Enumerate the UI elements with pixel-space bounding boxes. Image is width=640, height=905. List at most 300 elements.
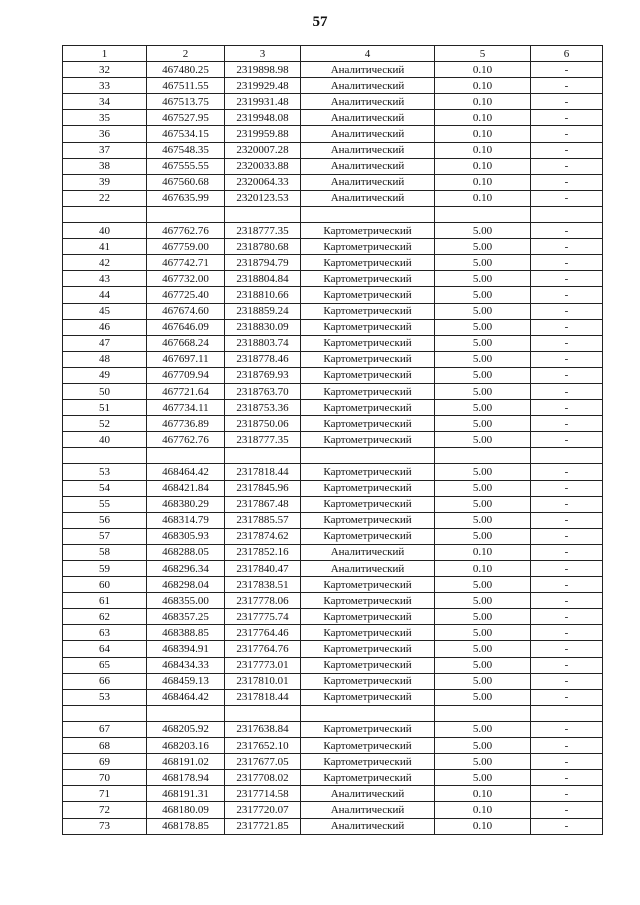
- y-coordinate-cell: 2318777.35: [225, 223, 301, 239]
- table-row: [63, 174, 603, 190]
- x-coordinate-cell: 467555.55: [147, 158, 225, 174]
- table-row: [63, 94, 603, 110]
- note-cell: -: [531, 673, 603, 689]
- note-cell: -: [531, 818, 603, 834]
- note-cell: -: [531, 142, 603, 158]
- table-row: [63, 319, 603, 335]
- y-coordinate-cell: 2318803.74: [225, 335, 301, 351]
- note-cell: -: [531, 721, 603, 737]
- point-number-cell: 53: [63, 464, 147, 480]
- method-cell: Аналитический: [301, 142, 435, 158]
- method-cell: Картометрический: [301, 754, 435, 770]
- point-number-cell: 39: [63, 174, 147, 190]
- note-cell: [531, 448, 603, 464]
- table-row: [63, 705, 603, 721]
- x-coordinate-cell: 468355.00: [147, 593, 225, 609]
- x-coordinate-cell: 467534.15: [147, 126, 225, 142]
- point-number-cell: [63, 448, 147, 464]
- x-coordinate-cell: 467646.09: [147, 319, 225, 335]
- x-coordinate-cell: 467635.99: [147, 190, 225, 206]
- note-cell: -: [531, 593, 603, 609]
- table-row: [63, 561, 603, 577]
- method-cell: Картометрический: [301, 673, 435, 689]
- table-row: [63, 223, 603, 239]
- table-row: [63, 609, 603, 625]
- method-cell: [301, 705, 435, 721]
- point-number-cell: 48: [63, 351, 147, 367]
- method-cell: Картометрический: [301, 625, 435, 641]
- note-cell: -: [531, 689, 603, 705]
- x-coordinate-cell: 468178.94: [147, 770, 225, 786]
- x-coordinate-cell: 468305.93: [147, 528, 225, 544]
- x-coordinate-cell: 468388.85: [147, 625, 225, 641]
- table-row: [63, 786, 603, 802]
- method-cell: Аналитический: [301, 126, 435, 142]
- y-coordinate-cell: 2317845.96: [225, 480, 301, 496]
- point-number-cell: 59: [63, 561, 147, 577]
- method-cell: Аналитический: [301, 190, 435, 206]
- method-cell: Картометрический: [301, 400, 435, 416]
- note-cell: -: [531, 335, 603, 351]
- x-coordinate-cell: 468180.09: [147, 802, 225, 818]
- x-coordinate-cell: 468459.13: [147, 673, 225, 689]
- point-number-cell: 50: [63, 383, 147, 399]
- point-number-cell: 40: [63, 223, 147, 239]
- method-cell: Аналитический: [301, 94, 435, 110]
- point-number-cell: 35: [63, 110, 147, 126]
- point-number-cell: 67: [63, 721, 147, 737]
- note-cell: -: [531, 577, 603, 593]
- x-coordinate-cell: 467742.71: [147, 255, 225, 271]
- note-cell: -: [531, 432, 603, 448]
- y-coordinate-cell: 2317714.58: [225, 786, 301, 802]
- point-number-cell: 65: [63, 657, 147, 673]
- method-cell: Картометрический: [301, 335, 435, 351]
- method-cell: Картометрический: [301, 464, 435, 480]
- accuracy-cell: [435, 206, 531, 222]
- table-row: [63, 62, 603, 78]
- x-coordinate-cell: 467668.24: [147, 335, 225, 351]
- accuracy-cell: 5.00: [435, 319, 531, 335]
- accuracy-cell: 5.00: [435, 657, 531, 673]
- accuracy-cell: 0.10: [435, 94, 531, 110]
- method-cell: Картометрический: [301, 480, 435, 496]
- point-number-cell: 45: [63, 303, 147, 319]
- method-cell: Картометрический: [301, 770, 435, 786]
- note-cell: -: [531, 62, 603, 78]
- table-row: [63, 496, 603, 512]
- note-cell: -: [531, 480, 603, 496]
- table-row: [63, 818, 603, 834]
- accuracy-cell: 0.10: [435, 802, 531, 818]
- note-cell: -: [531, 287, 603, 303]
- accuracy-cell: 5.00: [435, 480, 531, 496]
- y-coordinate-cell: 2317818.44: [225, 689, 301, 705]
- note-cell: -: [531, 496, 603, 512]
- table-row: [63, 432, 603, 448]
- point-number-cell: 49: [63, 367, 147, 383]
- note-cell: -: [531, 400, 603, 416]
- method-cell: Картометрический: [301, 432, 435, 448]
- y-coordinate-cell: 2319898.98: [225, 62, 301, 78]
- y-coordinate-cell: 2317677.05: [225, 754, 301, 770]
- x-coordinate-cell: 467513.75: [147, 94, 225, 110]
- point-number-cell: 58: [63, 544, 147, 560]
- table-row: [63, 802, 603, 818]
- x-coordinate-cell: 467759.00: [147, 239, 225, 255]
- method-cell: Аналитический: [301, 110, 435, 126]
- note-cell: -: [531, 303, 603, 319]
- note-cell: -: [531, 528, 603, 544]
- table-row: [63, 512, 603, 528]
- y-coordinate-cell: 2317708.02: [225, 770, 301, 786]
- accuracy-cell: 5.00: [435, 287, 531, 303]
- method-cell: Картометрический: [301, 577, 435, 593]
- table-row: [63, 239, 603, 255]
- y-coordinate-cell: 2317810.01: [225, 673, 301, 689]
- note-cell: -: [531, 351, 603, 367]
- y-coordinate-cell: 2317775.74: [225, 609, 301, 625]
- x-coordinate-cell: 468203.16: [147, 738, 225, 754]
- table-row: [63, 190, 603, 206]
- table-row: [63, 142, 603, 158]
- note-cell: -: [531, 561, 603, 577]
- accuracy-cell: 5.00: [435, 770, 531, 786]
- coordinates-table: [62, 45, 603, 835]
- accuracy-cell: 0.10: [435, 142, 531, 158]
- y-coordinate-cell: 2318778.46: [225, 351, 301, 367]
- x-coordinate-cell: 468464.42: [147, 464, 225, 480]
- method-cell: Аналитический: [301, 62, 435, 78]
- x-coordinate-cell: 468205.92: [147, 721, 225, 737]
- accuracy-cell: 5.00: [435, 335, 531, 351]
- note-cell: -: [531, 786, 603, 802]
- y-coordinate-cell: 2318753.36: [225, 400, 301, 416]
- y-coordinate-cell: 2318777.35: [225, 432, 301, 448]
- table-row: [63, 351, 603, 367]
- table-row: [63, 577, 603, 593]
- accuracy-cell: 5.00: [435, 400, 531, 416]
- note-cell: -: [531, 174, 603, 190]
- y-coordinate-cell: 2317721.85: [225, 818, 301, 834]
- point-number-cell: 63: [63, 625, 147, 641]
- y-coordinate-cell: 2317652.10: [225, 738, 301, 754]
- table-row: [63, 689, 603, 705]
- x-coordinate-cell: 467762.76: [147, 432, 225, 448]
- point-number-cell: 52: [63, 416, 147, 432]
- accuracy-cell: 0.10: [435, 190, 531, 206]
- table-row: [63, 158, 603, 174]
- x-coordinate-cell: 467725.40: [147, 287, 225, 303]
- point-number-cell: 43: [63, 271, 147, 287]
- point-number-cell: 33: [63, 78, 147, 94]
- point-number-cell: 32: [63, 62, 147, 78]
- y-coordinate-cell: 2320033.88: [225, 158, 301, 174]
- point-number-cell: 72: [63, 802, 147, 818]
- y-coordinate-cell: 2317764.76: [225, 641, 301, 657]
- x-coordinate-cell: [147, 448, 225, 464]
- y-coordinate-cell: 2319929.48: [225, 78, 301, 94]
- x-coordinate-cell: [147, 206, 225, 222]
- method-cell: Аналитический: [301, 158, 435, 174]
- accuracy-cell: 5.00: [435, 223, 531, 239]
- x-coordinate-cell: 468296.34: [147, 561, 225, 577]
- method-cell: [301, 206, 435, 222]
- x-coordinate-cell: 468191.02: [147, 754, 225, 770]
- accuracy-cell: [435, 705, 531, 721]
- note-cell: -: [531, 383, 603, 399]
- point-number-cell: [63, 705, 147, 721]
- x-coordinate-cell: 468357.25: [147, 609, 225, 625]
- y-coordinate-cell: 2318763.70: [225, 383, 301, 399]
- x-coordinate-cell: 468191.31: [147, 786, 225, 802]
- note-cell: -: [531, 78, 603, 94]
- point-number-cell: 34: [63, 94, 147, 110]
- point-number-cell: 57: [63, 528, 147, 544]
- table-header-row: [63, 46, 603, 62]
- point-number-cell: 40: [63, 432, 147, 448]
- y-coordinate-cell: 2317818.44: [225, 464, 301, 480]
- note-cell: -: [531, 239, 603, 255]
- method-cell: Картометрический: [301, 593, 435, 609]
- table-row: [63, 303, 603, 319]
- y-coordinate-cell: 2317852.16: [225, 544, 301, 560]
- table-row: [63, 625, 603, 641]
- accuracy-cell: 5.00: [435, 528, 531, 544]
- table-row: [63, 770, 603, 786]
- point-number-cell: 64: [63, 641, 147, 657]
- accuracy-cell: 0.10: [435, 818, 531, 834]
- table-row: [63, 206, 603, 222]
- table-row: [63, 110, 603, 126]
- method-cell: Картометрический: [301, 303, 435, 319]
- point-number-cell: 61: [63, 593, 147, 609]
- method-cell: Картометрический: [301, 657, 435, 673]
- accuracy-cell: 0.10: [435, 158, 531, 174]
- note-cell: -: [531, 110, 603, 126]
- note-cell: -: [531, 802, 603, 818]
- note-cell: -: [531, 738, 603, 754]
- point-number-cell: 60: [63, 577, 147, 593]
- accuracy-cell: 5.00: [435, 721, 531, 737]
- x-coordinate-cell: 468434.33: [147, 657, 225, 673]
- table-row: [63, 544, 603, 560]
- table-row: [63, 367, 603, 383]
- note-cell: -: [531, 158, 603, 174]
- x-coordinate-cell: 467527.95: [147, 110, 225, 126]
- table-row: [63, 383, 603, 399]
- y-coordinate-cell: 2317773.01: [225, 657, 301, 673]
- table-body: [63, 62, 603, 835]
- x-coordinate-cell: 468421.84: [147, 480, 225, 496]
- table-row: [63, 641, 603, 657]
- point-number-cell: 44: [63, 287, 147, 303]
- accuracy-cell: 0.10: [435, 110, 531, 126]
- y-coordinate-cell: 2317838.51: [225, 577, 301, 593]
- method-cell: Аналитический: [301, 561, 435, 577]
- point-number-cell: 38: [63, 158, 147, 174]
- y-coordinate-cell: 2320064.33: [225, 174, 301, 190]
- y-coordinate-cell: 2319931.48: [225, 94, 301, 110]
- point-number-cell: 71: [63, 786, 147, 802]
- note-cell: -: [531, 416, 603, 432]
- accuracy-cell: 5.00: [435, 738, 531, 754]
- y-coordinate-cell: 2318830.09: [225, 319, 301, 335]
- accuracy-cell: 0.10: [435, 544, 531, 560]
- table-row: [63, 673, 603, 689]
- point-number-cell: [63, 206, 147, 222]
- point-number-cell: 37: [63, 142, 147, 158]
- accuracy-cell: 0.10: [435, 126, 531, 142]
- method-cell: [301, 448, 435, 464]
- x-coordinate-cell: 467560.68: [147, 174, 225, 190]
- point-number-cell: 22: [63, 190, 147, 206]
- note-cell: -: [531, 271, 603, 287]
- note-cell: -: [531, 190, 603, 206]
- method-cell: Картометрический: [301, 738, 435, 754]
- method-cell: Картометрический: [301, 512, 435, 528]
- accuracy-cell: 5.00: [435, 383, 531, 399]
- table-row: [63, 255, 603, 271]
- y-coordinate-cell: 2318810.66: [225, 287, 301, 303]
- x-coordinate-cell: [147, 705, 225, 721]
- point-number-cell: 47: [63, 335, 147, 351]
- method-cell: Картометрический: [301, 496, 435, 512]
- accuracy-cell: 5.00: [435, 496, 531, 512]
- note-cell: -: [531, 770, 603, 786]
- x-coordinate-cell: 467674.60: [147, 303, 225, 319]
- accuracy-cell: 5.00: [435, 625, 531, 641]
- method-cell: Картометрический: [301, 721, 435, 737]
- column-header: 6: [531, 46, 603, 62]
- method-cell: Картометрический: [301, 689, 435, 705]
- column-header: 1: [63, 46, 147, 62]
- table-row: [63, 78, 603, 94]
- accuracy-cell: 5.00: [435, 609, 531, 625]
- method-cell: Картометрический: [301, 287, 435, 303]
- table-row: [63, 738, 603, 754]
- point-number-cell: 70: [63, 770, 147, 786]
- note-cell: -: [531, 319, 603, 335]
- note-cell: -: [531, 544, 603, 560]
- x-coordinate-cell: 467721.64: [147, 383, 225, 399]
- method-cell: Картометрический: [301, 641, 435, 657]
- accuracy-cell: 5.00: [435, 464, 531, 480]
- accuracy-cell: 5.00: [435, 689, 531, 705]
- accuracy-cell: 5.00: [435, 593, 531, 609]
- x-coordinate-cell: 468178.85: [147, 818, 225, 834]
- method-cell: Картометрический: [301, 351, 435, 367]
- x-coordinate-cell: 467762.76: [147, 223, 225, 239]
- method-cell: Аналитический: [301, 78, 435, 94]
- note-cell: -: [531, 94, 603, 110]
- note-cell: -: [531, 512, 603, 528]
- note-cell: -: [531, 657, 603, 673]
- note-cell: -: [531, 367, 603, 383]
- y-coordinate-cell: [225, 448, 301, 464]
- note-cell: -: [531, 223, 603, 239]
- accuracy-cell: 5.00: [435, 303, 531, 319]
- point-number-cell: 36: [63, 126, 147, 142]
- note-cell: -: [531, 255, 603, 271]
- x-coordinate-cell: 467697.11: [147, 351, 225, 367]
- method-cell: Картометрический: [301, 383, 435, 399]
- y-coordinate-cell: 2317885.57: [225, 512, 301, 528]
- x-coordinate-cell: 468288.05: [147, 544, 225, 560]
- table-row: [63, 480, 603, 496]
- y-coordinate-cell: 2319959.88: [225, 126, 301, 142]
- x-coordinate-cell: 468394.91: [147, 641, 225, 657]
- y-coordinate-cell: 2317764.46: [225, 625, 301, 641]
- accuracy-cell: 5.00: [435, 432, 531, 448]
- y-coordinate-cell: 2317638.84: [225, 721, 301, 737]
- y-coordinate-cell: 2318794.79: [225, 255, 301, 271]
- x-coordinate-cell: 467548.35: [147, 142, 225, 158]
- note-cell: -: [531, 754, 603, 770]
- y-coordinate-cell: 2320007.28: [225, 142, 301, 158]
- table-row: [63, 464, 603, 480]
- y-coordinate-cell: [225, 705, 301, 721]
- y-coordinate-cell: 2319948.08: [225, 110, 301, 126]
- x-coordinate-cell: 468314.79: [147, 512, 225, 528]
- table-row: [63, 721, 603, 737]
- y-coordinate-cell: 2320123.53: [225, 190, 301, 206]
- table-row: [63, 416, 603, 432]
- x-coordinate-cell: 467511.55: [147, 78, 225, 94]
- point-number-cell: 73: [63, 818, 147, 834]
- column-header: 4: [301, 46, 435, 62]
- accuracy-cell: 5.00: [435, 367, 531, 383]
- point-number-cell: 68: [63, 738, 147, 754]
- accuracy-cell: 0.10: [435, 78, 531, 94]
- note-cell: -: [531, 625, 603, 641]
- accuracy-cell: 5.00: [435, 641, 531, 657]
- y-coordinate-cell: 2318769.93: [225, 367, 301, 383]
- accuracy-cell: 0.10: [435, 62, 531, 78]
- method-cell: Аналитический: [301, 818, 435, 834]
- table-row: [63, 335, 603, 351]
- accuracy-cell: 5.00: [435, 512, 531, 528]
- method-cell: Аналитический: [301, 802, 435, 818]
- note-cell: -: [531, 126, 603, 142]
- y-coordinate-cell: 2317720.07: [225, 802, 301, 818]
- point-number-cell: 62: [63, 609, 147, 625]
- table-row: [63, 528, 603, 544]
- point-number-cell: 55: [63, 496, 147, 512]
- column-header: 2: [147, 46, 225, 62]
- point-number-cell: 46: [63, 319, 147, 335]
- point-number-cell: 56: [63, 512, 147, 528]
- table-row: [63, 400, 603, 416]
- y-coordinate-cell: 2318804.84: [225, 271, 301, 287]
- accuracy-cell: 5.00: [435, 351, 531, 367]
- y-coordinate-cell: 2317867.48: [225, 496, 301, 512]
- table-row: [63, 126, 603, 142]
- table-row: [63, 448, 603, 464]
- accuracy-cell: 5.00: [435, 239, 531, 255]
- table-row: [63, 754, 603, 770]
- accuracy-cell: 5.00: [435, 754, 531, 770]
- accuracy-cell: 0.10: [435, 174, 531, 190]
- point-number-cell: 42: [63, 255, 147, 271]
- x-coordinate-cell: 467736.89: [147, 416, 225, 432]
- point-number-cell: 41: [63, 239, 147, 255]
- method-cell: Картометрический: [301, 239, 435, 255]
- method-cell: Картометрический: [301, 528, 435, 544]
- x-coordinate-cell: 467480.25: [147, 62, 225, 78]
- method-cell: Картометрический: [301, 609, 435, 625]
- method-cell: Картометрический: [301, 223, 435, 239]
